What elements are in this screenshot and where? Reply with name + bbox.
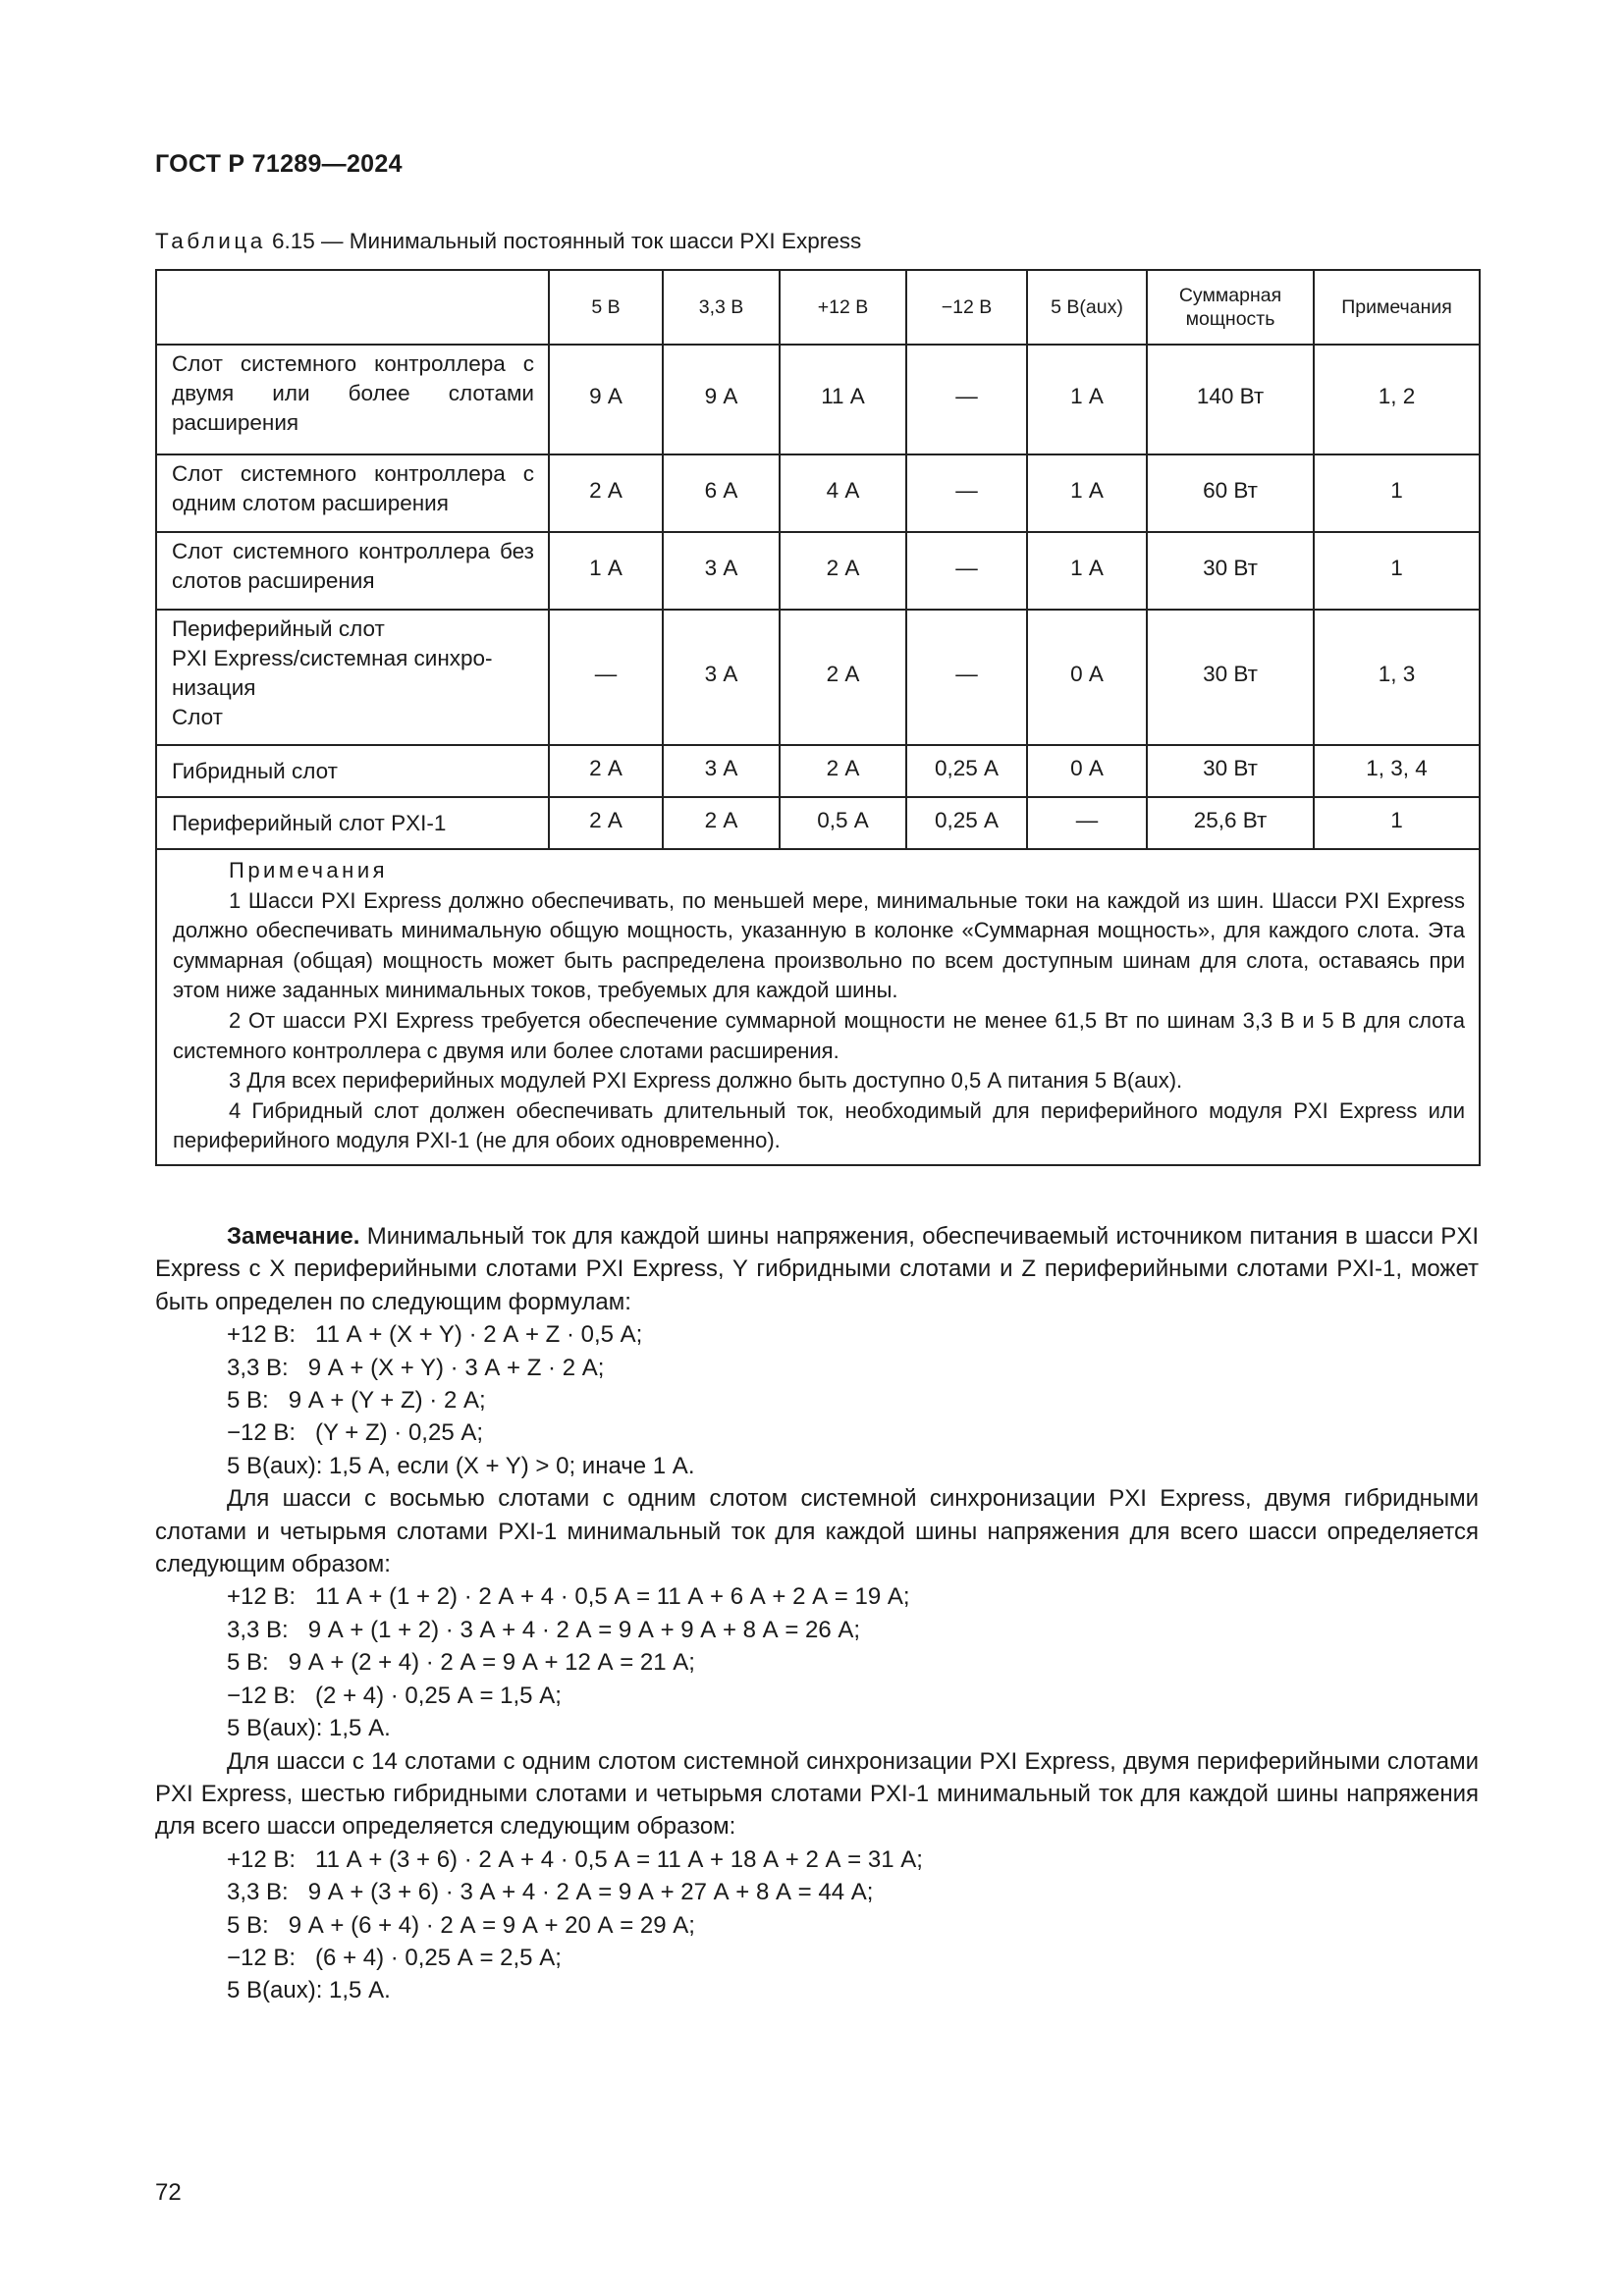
table-cell: 3 А (663, 610, 780, 745)
table-cell: 1 (1314, 532, 1480, 610)
table-cell: 4 А (780, 454, 906, 532)
table-notes (156, 849, 1480, 1165)
table-cell: — (906, 345, 1027, 454)
row-label: Слот системного контроллера с одним слотом расширения (156, 454, 549, 532)
formula-line: 5 В(aux): 1,5 А, если (X + Y) > 0; иначе 1 А. (227, 1452, 695, 1479)
row-label-line: Слот (172, 705, 223, 729)
table-row (156, 797, 1480, 849)
formula-line: 5 В: 9 А + (2 + 4) · 2 А = 9 А + 12 А = 21 А; (227, 1649, 695, 1677)
table-cell: — (906, 454, 1027, 532)
notes-title: Примечания (229, 858, 389, 882)
formula-line: 3,3 В: 9 А + (X + Y) · 3 А + Z · 2 А; (227, 1354, 605, 1381)
table-cell: 3 А (663, 745, 780, 797)
table-row (156, 532, 1480, 610)
table-cell: 2 А (549, 745, 663, 797)
row-label-line: PXI Express/системная синхро- (172, 646, 493, 670)
table-cell: 0,25 А (906, 745, 1027, 797)
table-cell: 30 Вт (1147, 610, 1314, 745)
table-cell: 0 А (1027, 610, 1147, 745)
table-cell: 2 А (663, 797, 780, 849)
table-cell: 1, 2 (1314, 345, 1480, 454)
note-item: 1 Шасси PXI Express должно обеспечивать, по меньшей мере, минимальные токи на каждой из шин. Шасси PXI Express должно обеспечивать минимальную общую мощность, указанную в колонке «Суммарная мощность», для каждого слота. Эта суммарная (общая) мощность может быть распределена произвольно по всем доступным шинам для слота, оставаясь при этом ниже заданных минимальных токов, требуемых для каждой шины. (173, 887, 1465, 1003)
table-cell: 2 А (549, 454, 663, 532)
table-cell: 2 А (549, 797, 663, 849)
table-cell: 3 А (663, 532, 780, 610)
table-cell: 1, 3 (1314, 610, 1480, 745)
table-cell: 9 А (549, 345, 663, 454)
table-cell: 140 Вт (1147, 345, 1314, 454)
table-row (156, 454, 1480, 532)
note-item: 4 Гибридный слот должен обеспечивать длительный ток, необходимый для периферийного модуля PXI Express или периферийного модуля PXI-1 (не для обоих одновременно). (173, 1097, 1465, 1153)
table-cell: 1 А (1027, 532, 1147, 610)
table-cell: 1 (1314, 797, 1480, 849)
formula-line: 3,3 В: 9 А + (3 + 6) · 3 А + 4 · 2 А = 9 А + 27 А + 8 А = 44 А; (227, 1879, 874, 1906)
formula-line: 5 В(aux): 1,5 А. (227, 1715, 391, 1742)
standard-designation: ГОСТ Р 71289—2024 (155, 150, 403, 178)
formula-line: 3,3 В: 9 А + (1 + 2) · 3 А + 4 · 2 А = 9 А + 9 А + 8 А = 26 А; (227, 1616, 861, 1643)
header-cell-minus12v: −12 В (906, 270, 1027, 345)
note-item: 2 От шасси PXI Express требуется обеспечение суммарной мощности не менее 61,5 Вт по шинам 3,3 В и 5 В для слота системного контроллера с двумя или более слотами расширения. (173, 1007, 1465, 1063)
remark-label: Замечание. (227, 1223, 360, 1250)
formula-line: 5 В: 9 А + (Y + Z) · 2 А; (227, 1387, 486, 1415)
header-cell-5v-aux: 5 В(aux) (1027, 270, 1147, 345)
table-notes-row (156, 849, 1480, 1165)
row-label (156, 610, 549, 745)
row-label-line: низация (172, 675, 256, 700)
formula-line: +12 В: 11 А + (3 + 6) · 2 А + 4 · 0,5 А = 11 А + 18 А + 2 А = 31 А; (227, 1845, 923, 1873)
example-paragraph: Для шасси с восьмью слотами с одним слотом системной синхронизации PXI Express, двумя гибридными слотами и четырьмя слотами PXI-1 минимальный ток для каждой шины напряжения для всего шасси определяется следующим образом: (155, 1485, 1479, 1578)
table-cell: 6 А (663, 454, 780, 532)
table-cell: 0 А (1027, 745, 1147, 797)
table-row (156, 745, 1480, 797)
header-cell-5v: 5 В (549, 270, 663, 345)
formula-line: +12 В: 11 А + (1 + 2) · 2 А + 4 · 0,5 А = 11 А + 6 А + 2 А = 19 А; (227, 1583, 910, 1611)
table-cell: 1 А (1027, 454, 1147, 532)
header-cell-3-3v: 3,3 В (663, 270, 780, 345)
table-cell: 0,5 А (780, 797, 906, 849)
body-text (155, 1220, 1479, 2007)
page-number: 72 (155, 2179, 182, 2206)
header-cell-plus12v: +12 В (780, 270, 906, 345)
row-label-line: Периферийный слот (172, 616, 385, 641)
table-cell: 60 Вт (1147, 454, 1314, 532)
formula-line: 5 В: 9 А + (6 + 4) · 2 А = 9 А + 20 А = 29 А; (227, 1911, 695, 1939)
header-cell-total-power: Суммарная мощность (1147, 270, 1314, 345)
table-cell: 11 А (780, 345, 906, 454)
table-cell: — (906, 532, 1027, 610)
header-cell-empty (156, 270, 549, 345)
table-cell: 1, 3, 4 (1314, 745, 1480, 797)
formula-line: −12 В: (2 + 4) · 0,25 А = 1,5 А; (227, 1682, 562, 1709)
remark-text: Минимальный ток для каждой шины напряжения, обеспечиваемый источником питания в шасси PXI Express с X периферийными слотами PXI Express, Y гибридными слотами и Z периферийными слотами PXI-1, может быть определен по следующим формулам: (155, 1223, 1479, 1315)
table-caption-text: 6.15 — Минимальный постоянный ток шасси PXI Express (265, 229, 862, 253)
min-current-table (155, 269, 1481, 1166)
table-cell: 1 А (549, 532, 663, 610)
formula-line: −12 В: (6 + 4) · 0,25 А = 2,5 А; (227, 1944, 562, 1971)
table-row (156, 610, 1480, 745)
example-paragraph: Для шасси с 14 слотами с одним слотом системной синхронизации PXI Express, двумя периферийными слотами PXI Express, шестью гибридными слотами и четырьмя слотами PXI-1 минимальный ток для каждой шины напряжения для всего шасси определяется следующим образом: (155, 1747, 1479, 1841)
table-cell: 2 А (780, 532, 906, 610)
table-cell: 2 А (780, 745, 906, 797)
table-caption-label: Таблица (155, 229, 266, 253)
table-cell: 9 А (663, 345, 780, 454)
table-header-row (156, 270, 1480, 345)
table-cell: — (549, 610, 663, 745)
table-cell: 25,6 Вт (1147, 797, 1314, 849)
table-caption (155, 229, 861, 254)
row-label: Периферийный слот PXI-1 (156, 797, 549, 849)
table-cell: 30 Вт (1147, 745, 1314, 797)
table-cell: 2 А (780, 610, 906, 745)
table-cell: 30 Вт (1147, 532, 1314, 610)
row-label: Слот системного контроллера с двумя или более слотами расширения (156, 345, 549, 454)
note-item: 3 Для всех периферийных модулей PXI Express должно быть доступно 0,5 А питания 5 В(aux). (229, 1068, 1183, 1094)
header-cell-notes: Примечания (1314, 270, 1480, 345)
table-cell: — (906, 610, 1027, 745)
formula-line: 5 В(aux): 1,5 А. (227, 1977, 391, 2004)
table-cell: 0,25 А (906, 797, 1027, 849)
formula-line: +12 В: 11 А + (X + Y) · 2 А + Z · 0,5 А; (227, 1321, 643, 1349)
table-cell: 1 А (1027, 345, 1147, 454)
formula-line: −12 В: (Y + Z) · 0,25 А; (227, 1419, 484, 1447)
row-label: Гибридный слот (156, 745, 549, 797)
remark-paragraph (155, 1220, 1479, 1318)
table-row (156, 345, 1480, 454)
row-label: Слот системного контроллера без слотов расширения (156, 532, 549, 610)
table-cell: 1 (1314, 454, 1480, 532)
table-cell: — (1027, 797, 1147, 849)
